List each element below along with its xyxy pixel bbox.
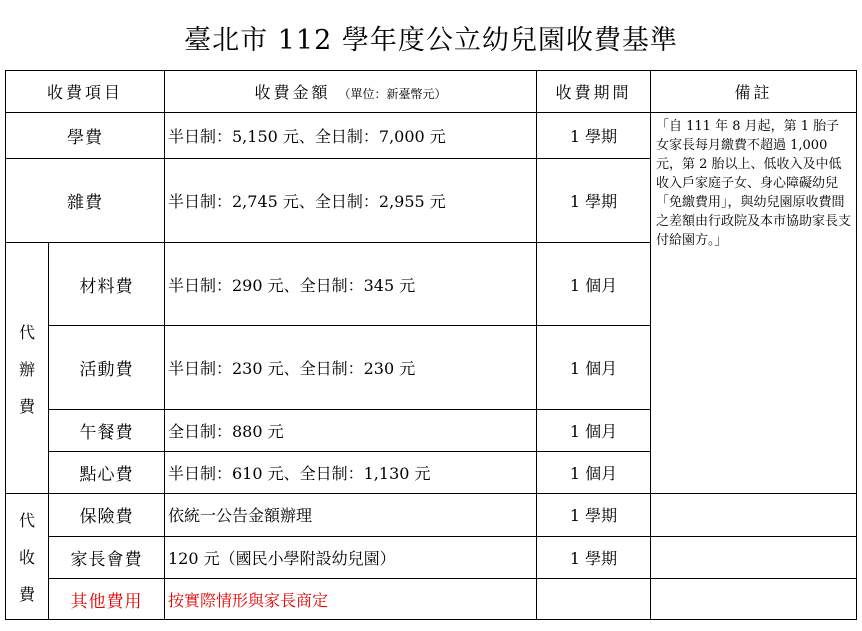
amount-cell: 依統一公告金額辦理 xyxy=(165,494,537,537)
table-row xyxy=(6,536,857,579)
amount-cell: 半日制：230 元、全日制：230 元 xyxy=(165,326,537,410)
header-row xyxy=(6,71,857,113)
group-char: 收 xyxy=(18,548,35,567)
note-empty-cell xyxy=(651,536,857,579)
header-amount-unit: （單位：新臺幣元） xyxy=(338,87,447,101)
header-item: 收費項目 xyxy=(6,71,165,113)
table-row xyxy=(6,113,857,159)
amount-cell: 120 元（國民小學附設幼兒園） xyxy=(165,536,537,579)
amount-cell: 半日制：610 元、全日制：1,130 元 xyxy=(165,452,537,494)
period-cell xyxy=(537,579,651,620)
item-cell: 材料費 xyxy=(49,243,165,326)
header-period: 收費期間 xyxy=(537,71,651,113)
table-row xyxy=(6,579,857,620)
group-agency-label xyxy=(6,243,49,494)
item-cell: 午餐費 xyxy=(49,410,165,452)
header-note: 備註 xyxy=(651,71,857,113)
group-char: 辦 xyxy=(18,359,35,379)
item-cell: 活動費 xyxy=(49,326,165,410)
period-cell: 1 學期 xyxy=(537,494,651,537)
table-row xyxy=(6,494,857,537)
amount-cell: 半日制：2,745 元、全日制：2,955 元 xyxy=(165,159,537,243)
group-collect-label xyxy=(6,494,49,620)
period-cell: 1 個月 xyxy=(537,452,651,494)
amount-cell: 半日制：5,150 元、全日制：7,000 元 xyxy=(165,113,537,159)
group-char: 代 xyxy=(18,511,35,530)
page-title: 臺北市 112 學年度公立幼兒園收費基準 xyxy=(184,25,678,56)
amount-cell-other: 按實際情形與家長商定 xyxy=(165,579,537,620)
header-amount-label: 收費金額 xyxy=(254,83,331,102)
header-amount xyxy=(165,71,537,113)
period-cell: 1 學期 xyxy=(537,159,651,243)
amount-cell: 半日制：290 元、全日制：345 元 xyxy=(165,243,537,326)
period-cell: 1 個月 xyxy=(537,326,651,410)
amount-cell: 全日制：880 元 xyxy=(165,410,537,452)
period-cell: 1 個月 xyxy=(537,243,651,326)
item-cell: 學費 xyxy=(6,113,165,159)
period-cell: 1 學期 xyxy=(537,536,651,579)
period-cell: 1 個月 xyxy=(537,410,651,452)
group-char: 費 xyxy=(18,585,35,604)
item-cell-other: 其他費用 xyxy=(49,579,165,620)
item-cell: 點心費 xyxy=(49,452,165,494)
note-empty-cell xyxy=(651,494,857,537)
note-cell: 「自 111 年 8 月起，第 1 胎子女家長每月繳費不超過 1,000 元，第 2 胎以上、低收入及中低收入戶家庭子女、身心障礙幼兒「免繳費用」，與幼兒園原收費間之差額由行政院及本市協助家長支付給園方。」 xyxy=(651,113,857,494)
item-cell: 保險費 xyxy=(49,494,165,537)
note-empty-cell xyxy=(651,579,857,620)
fee-table xyxy=(5,70,857,620)
item-cell: 雜費 xyxy=(6,159,165,243)
group-char: 代 xyxy=(18,322,35,342)
period-cell: 1 學期 xyxy=(537,113,651,159)
group-char: 費 xyxy=(18,396,35,416)
item-cell: 家長會費 xyxy=(49,536,165,579)
